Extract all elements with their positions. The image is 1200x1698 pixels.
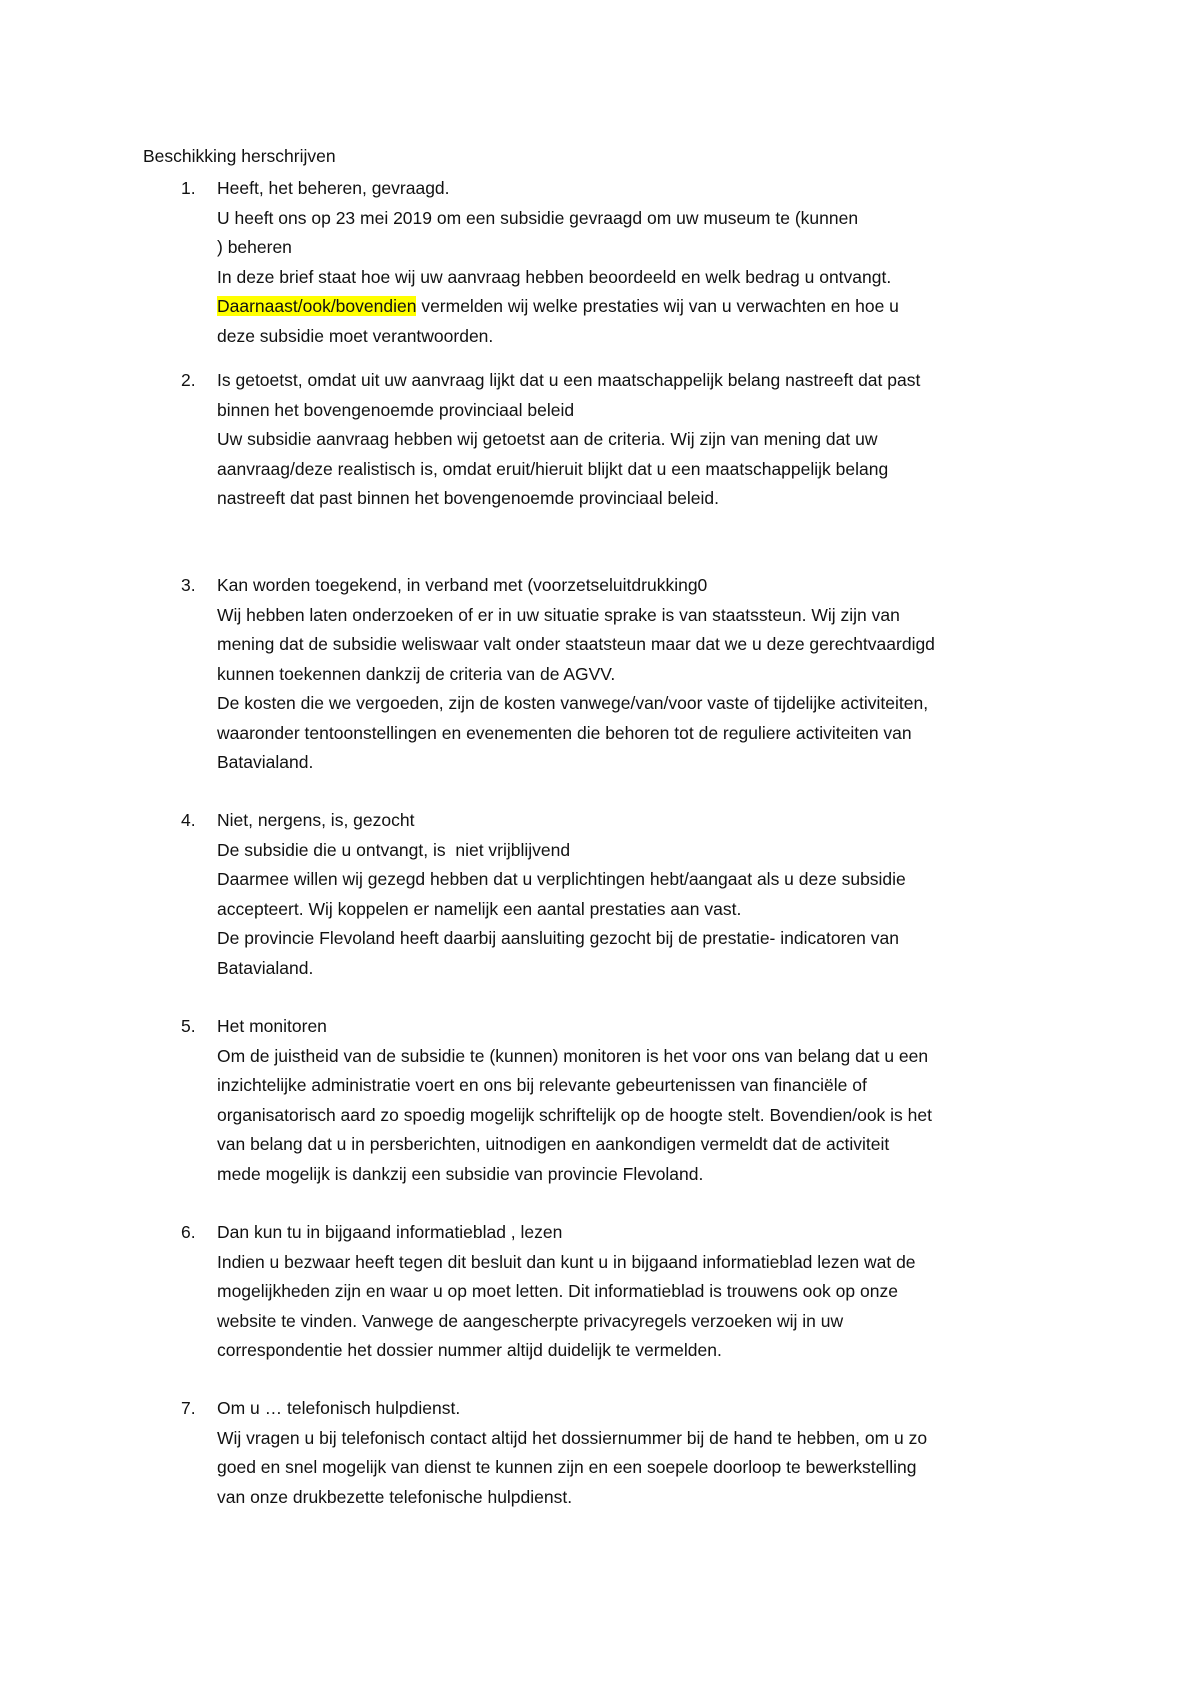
- item-line: mening dat de subsidie weliswaar valt onder staatsteun maar dat we u deze gerechtvaardigd: [217, 634, 935, 654]
- item-heading: Kan worden toegekend, in verband met (voorzetseluitdrukking0: [217, 575, 708, 595]
- item-line: website te vinden. Vanwege de aangescherpte privacyregels verzoeken wij in uw: [217, 1310, 844, 1331]
- list-item-body: [217, 1218, 1077, 1366]
- item-line: Indien u bezwaar heeft tegen dit besluit dan kunt u in bijgaand informatieblad lezen wat de: [217, 1251, 916, 1272]
- list-item-body: [217, 366, 1077, 514]
- list-number: 3.: [181, 575, 196, 595]
- list-item-body: [217, 571, 1077, 778]
- list-number: 6.: [181, 1222, 196, 1242]
- item-heading: Is getoetst, omdat uit uw aanvraag lijkt dat u een maatschappelijk belang nastreeft dat past: [217, 370, 921, 390]
- item-line-with-highlight: [217, 292, 1077, 322]
- highlighted-text: Daarnaast/ook/bovendien: [217, 296, 417, 316]
- item-line: nastreeft dat past binnen het bovengenoemde provinciaal beleid.: [217, 488, 720, 508]
- item-line: inzichtelijke administratie voert en ons bij relevante gebeurtenissen van financiële of: [217, 1075, 867, 1095]
- item-line: waaronder tentoonstellingen en evenementen die behoren tot de reguliere activiteiten van: [217, 722, 912, 743]
- item-line: mede mogelijk is dankzij een subsidie van provincie Flevoland.: [217, 1163, 704, 1184]
- list-item-body: [217, 806, 1077, 983]
- item-line: accepteert. Wij koppelen er namelijk een aantal prestaties aan vast.: [217, 898, 742, 919]
- item-heading: Dan kun tu in bijgaand informatieblad , lezen: [217, 1222, 563, 1242]
- list-number: 1.: [181, 178, 196, 198]
- item-heading: Om u … telefonisch hulpdienst.: [217, 1398, 461, 1418]
- item-heading: Niet, nergens, is, gezocht: [217, 810, 415, 830]
- list-item-body: [217, 1394, 1077, 1512]
- item-line: van belang dat u in persberichten, uitnodigen en aankondigen vermeldt dat de activiteit: [217, 1134, 890, 1154]
- item-line: correspondentie het dossier nummer altijd duidelijk te vermelden.: [217, 1340, 722, 1360]
- item-line: Wij hebben laten onderzoeken of er in uw situatie sprake is van staatssteun. Wij zijn van: [217, 604, 900, 625]
- list-number: 7.: [181, 1398, 196, 1418]
- item-line: In deze brief staat hoe wij uw aanvraag hebben beoordeeld en welk bedrag u ontvangt.: [217, 266, 892, 287]
- item-line: ) beheren: [217, 237, 292, 257]
- item-line: Batavialand.: [217, 752, 314, 772]
- document-title: Beschikking herschrijven: [143, 146, 336, 166]
- item-line: U heeft ons op 23 mei 2019 om een subsidie gevraagd om uw museum te (kunnen: [217, 207, 859, 228]
- item-line: Om de juistheid van de subsidie te (kunnen) monitoren is het voor ons van belang dat u een: [217, 1045, 929, 1066]
- item-heading: Heeft, het beheren, gevraagd.: [217, 178, 450, 198]
- item-heading: Het monitoren: [217, 1016, 327, 1036]
- item-line: Wij vragen u bij telefonisch contact altijd het dossiernummer bij de hand te hebben, om u zo: [217, 1427, 928, 1448]
- list-item-body: [217, 1012, 1077, 1189]
- item-line: Batavialand.: [217, 957, 314, 978]
- item-line: De subsidie die u ontvangt, is niet vrijblijvend: [217, 839, 571, 860]
- item-line: De provincie Flevoland heeft daarbij aansluiting gezocht bij de prestatie- indicatoren van: [217, 928, 899, 948]
- item-line: De kosten die we vergoeden, zijn de kosten vanwege/van/voor vaste of tijdelijke activiteiten,: [217, 693, 929, 713]
- item-line: van onze drukbezette telefonische hulpdienst.: [217, 1486, 573, 1507]
- list-number: 4.: [181, 810, 196, 830]
- item-line: mogelijkheden zijn en waar u op moet letten. Dit informatieblad is trouwens ook op onze: [217, 1281, 898, 1301]
- item-line: binnen het bovengenoemde provinciaal beleid: [217, 399, 575, 420]
- list-number: 2.: [181, 370, 196, 390]
- list-number: 5.: [181, 1016, 196, 1036]
- item-line: organisatorisch aard zo spoedig mogelijk schriftelijk op de hoogte stelt. Bovendien/ook is het: [217, 1104, 932, 1125]
- item-line: deze subsidie moet verantwoorden.: [217, 325, 494, 346]
- item-line: Uw subsidie aanvraag hebben wij getoetst aan de criteria. Wij zijn van mening dat uw: [217, 429, 878, 449]
- item-line: kunnen toekennen dankzij de criteria van de AGVV.: [217, 663, 616, 684]
- item-line-rest: vermelden wij welke prestaties wij van u verwachten en hoe u: [416, 296, 899, 316]
- item-line: goed en snel mogelijk van dienst te kunnen zijn en een soepele doorloop te bewerkstelling: [217, 1457, 917, 1477]
- item-line: Daarmee willen wij gezegd hebben dat u verplichtingen hebt/aangaat als u deze subsidie: [217, 869, 906, 889]
- item-line: aanvraag/deze realistisch is, omdat eruit/hieruit blijkt dat u een maatschappelijk belang: [217, 458, 889, 479]
- list-item-body: [217, 174, 1077, 351]
